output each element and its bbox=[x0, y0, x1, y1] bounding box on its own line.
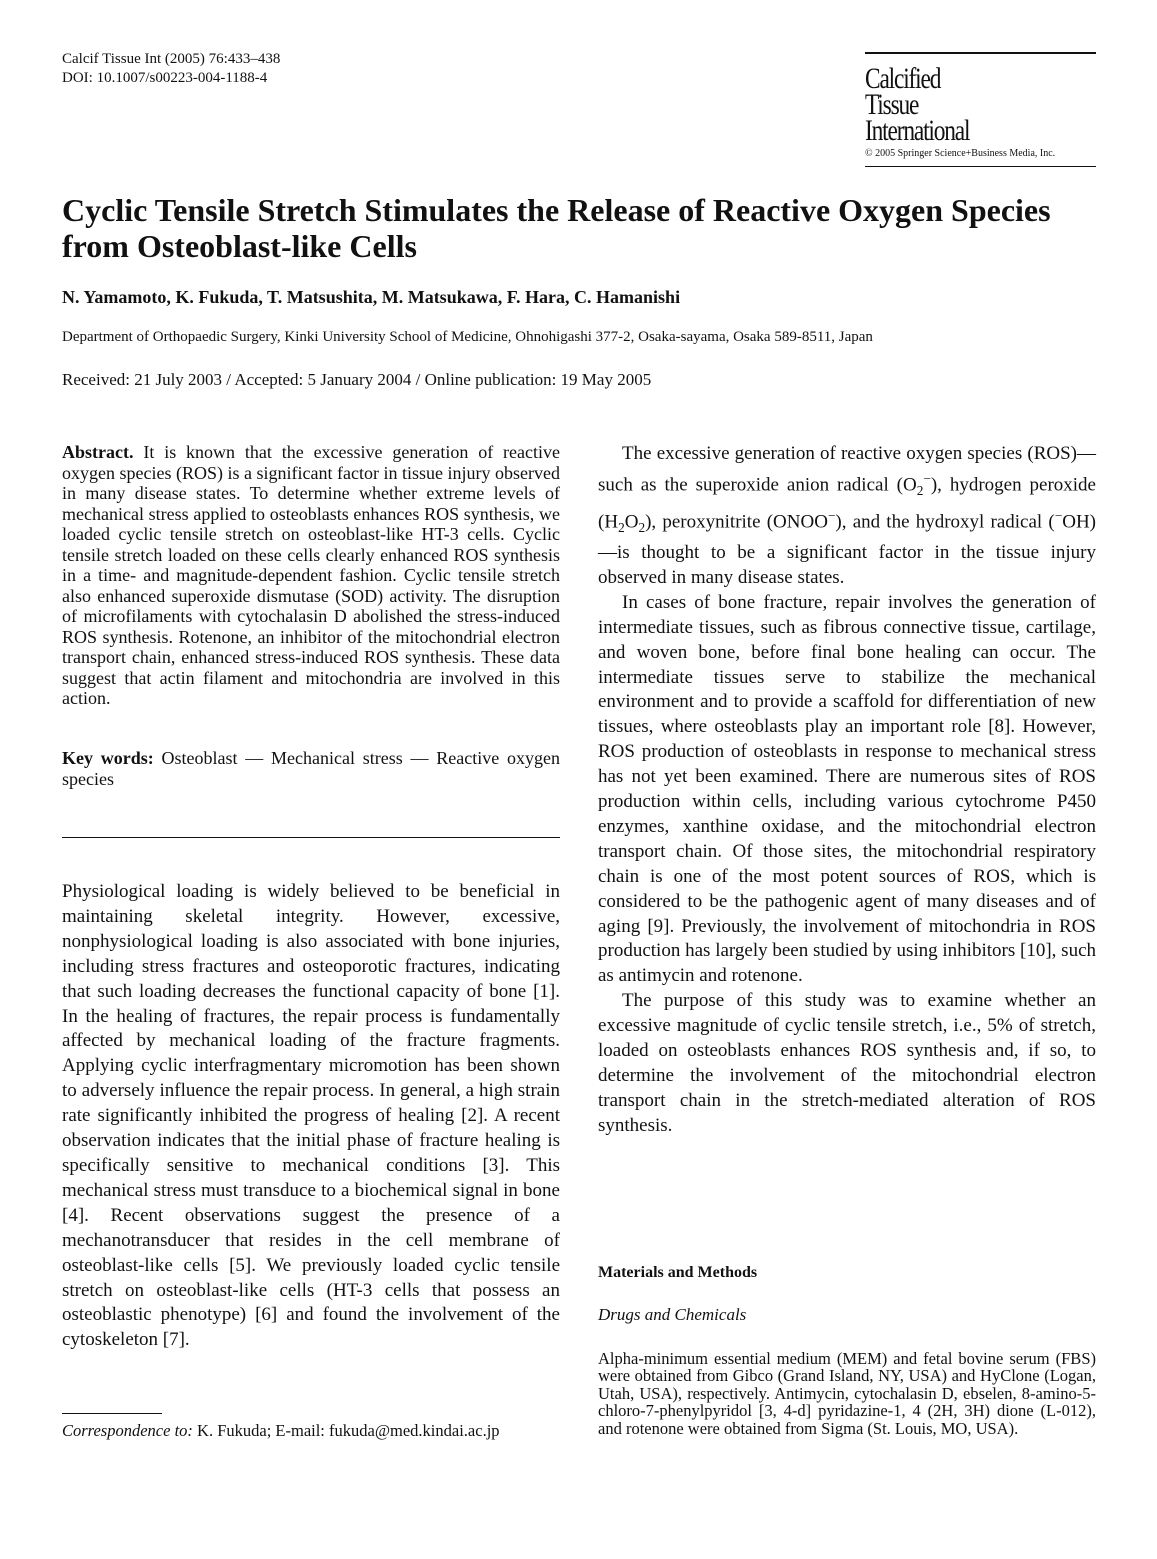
affiliation: Department of Orthopaedic Surgery, Kinki University School of Medicine, Ohnohigashi 377-2, Osaka-sayama, Osaka 589-8511, Japan bbox=[62, 329, 873, 345]
footnote-rule bbox=[62, 1413, 162, 1414]
intro-paragraph-3: In cases of bone fracture, repair involves the generation of intermediate tissues, such as fibrous connective tissue, cartilage, and woven bone, before final bone healing can occur. The intermediate tissues serve to stabilize the mechanical environment and to provide a scaffold for differentiation of new tissues, where osteoblasts play an important role [8]. However, ROS production of osteoblasts in response to mechanical stress has not yet been examined. There are numerous sites of ROS production within cells, including various cytochrome P450 enzymes, xanthine oxidase, and the mitochondrial electron transport chain. Of those sites, the mitochondrial respiratory chain is one of the most potent sources of ROS, which is considered to be the pathogenic agent of many diseases and of aging [9]. Previously, the involvement of mitochondria in ROS production has largely been studied by using inhibitors [10], such as antimycin and rotenone. bbox=[598, 591, 1096, 987]
abstract-label: Abstract. bbox=[62, 442, 134, 462]
section-divider bbox=[62, 837, 560, 838]
logo-word-international: International bbox=[865, 114, 970, 147]
abstract-text: It is known that the excessive generation of reactive oxygen species (ROS) is a significant factor in tissue injury observed in many disease states. To determine whether extreme levels of mechanical stress applied to osteoblasts enhances ROS synthesis, we loaded cyclic tensile stretch on osteoblast-like HT-3 cells. Cyclic tensile stretch loaded on these cells clearly enhanced ROS synthesis in a time- and magnitude-dependent fashion. Cyclic tensile stretch also enhanced superoxide dismutase (SOD) activity. The disruption of microfilaments with cytochalasin D abolished the stress-induced ROS synthesis. Rotenone, an inhibitor of the mitochondrial electron transport chain, enhanced stress-induced ROS synthesis. These data suggest that actin filament and mitochondria are involved in this action. bbox=[62, 442, 560, 708]
keywords-label: Key words: bbox=[62, 748, 154, 768]
copyright-notice: © 2005 Springer Science+Business Media, Inc. bbox=[865, 148, 1056, 159]
methods-heading: Materials and Methods bbox=[598, 1264, 758, 1281]
intro-right-column bbox=[598, 442, 1096, 1139]
logo-word-tissue: Tissue bbox=[865, 88, 919, 121]
journal-logo bbox=[865, 52, 1096, 167]
intro-paragraph-4: The purpose of this study was to examine whether an excessive magnitude of cyclic tensile stretch, i.e., 5% of stretch, loaded on osteoblasts enhances ROS synthesis and, if so, to determine the involvement of the mitochondrial electron transport chain in the stretch-mediated alteration of ROS synthesis. bbox=[598, 990, 1096, 1136]
keywords-text: Osteoblast — Mechanical stress — Reactive oxygen species bbox=[62, 748, 560, 789]
journal-citation bbox=[62, 50, 280, 88]
methods-paragraph: Alpha-minimum essential medium (MEM) and fetal bovine serum (FBS) were obtained from Gibco (Grand Island, NY, USA) and HyClone (Logan, Utah, USA), respectively. Antimycin, cytochalasin D, ebselen, 8-amino-5-chloro-7-phenylpyridol [3, 4-d] pyridazine-1, 4 (2H, 3H) dione (L-012), and rotenone were obtained from Sigma (St. Louis, MO, USA). bbox=[598, 1349, 1096, 1438]
publication-dates: Received: 21 July 2003 / Accepted: 5 January 2004 / Online publication: 19 May 2005 bbox=[62, 370, 652, 389]
methods-subheading: Drugs and Chemicals bbox=[598, 1305, 747, 1324]
correspondence-footnote bbox=[62, 1421, 560, 1441]
intro-paragraph-2: The excessive generation of reactive oxygen species (ROS)—such as the superoxide anion radical $(O_2^-)$, hydrogen peroxide $(H_2O_2)$, peroxynitrite (ONOO−), and the hydroxyl radical (−OH)—is thought to be a significant factor in the tissue injury observed in many disease states. bbox=[598, 443, 1096, 588]
footnote-text: K. Fukuda; E-mail: fukuda@med.kindai.ac.jp bbox=[197, 1421, 500, 1440]
citation-line-1: Calcif Tissue Int (2005) 76:433–438 bbox=[62, 51, 281, 67]
footnote-label: Correspondence to: bbox=[62, 1421, 193, 1440]
author-list: N. Yamamoto, K. Fukuda, T. Matsushita, M. Matsukawa, F. Hara, C. Hamanishi bbox=[62, 287, 681, 307]
article-title: Cyclic Tensile Stretch Stimulates the Release of Reactive Oxygen Species from Osteoblast-like Cells bbox=[62, 192, 1051, 264]
abstract bbox=[62, 442, 560, 709]
logo-word-calcified: Calcified bbox=[865, 62, 941, 95]
intro-left-column bbox=[62, 880, 560, 1353]
intro-paragraph-1: Physiological loading is widely believed to be beneficial in maintaining skeletal integrity. However, excessive, nonphysiological loading is also associated with bone injuries, including stress fractures and osteoporotic fractures, indicating that such loading decreases the functional capacity of bone [1]. In the healing of fractures, the repair process is fundamentally affected by mechanical loading of the fracture fragments. Applying cyclic interfragmentary micromotion has been shown to adversely influence the repair process. In general, a high strain rate significantly inhibited the progress of healing [2]. A recent observation indicates that the initial phase of fracture healing is specifically sensitive to mechanical conditions [3]. This mechanical stress must transduce to a biochemical signal in bone [4]. Recent observations suggest the presence of a mechanotransducer that resides in the cell membrane of osteoblast-like cells [5]. We previously loaded cyclic tensile stretch on osteoblast-like cells (HT-3 cells that possess an osteoblastic phenotype) [6] and found the involvement of the cytoskeleton [7]. bbox=[62, 881, 560, 1351]
keywords bbox=[62, 748, 560, 789]
doi-line: DOI: 10.1007/s00223-004-1188-4 bbox=[62, 70, 268, 86]
